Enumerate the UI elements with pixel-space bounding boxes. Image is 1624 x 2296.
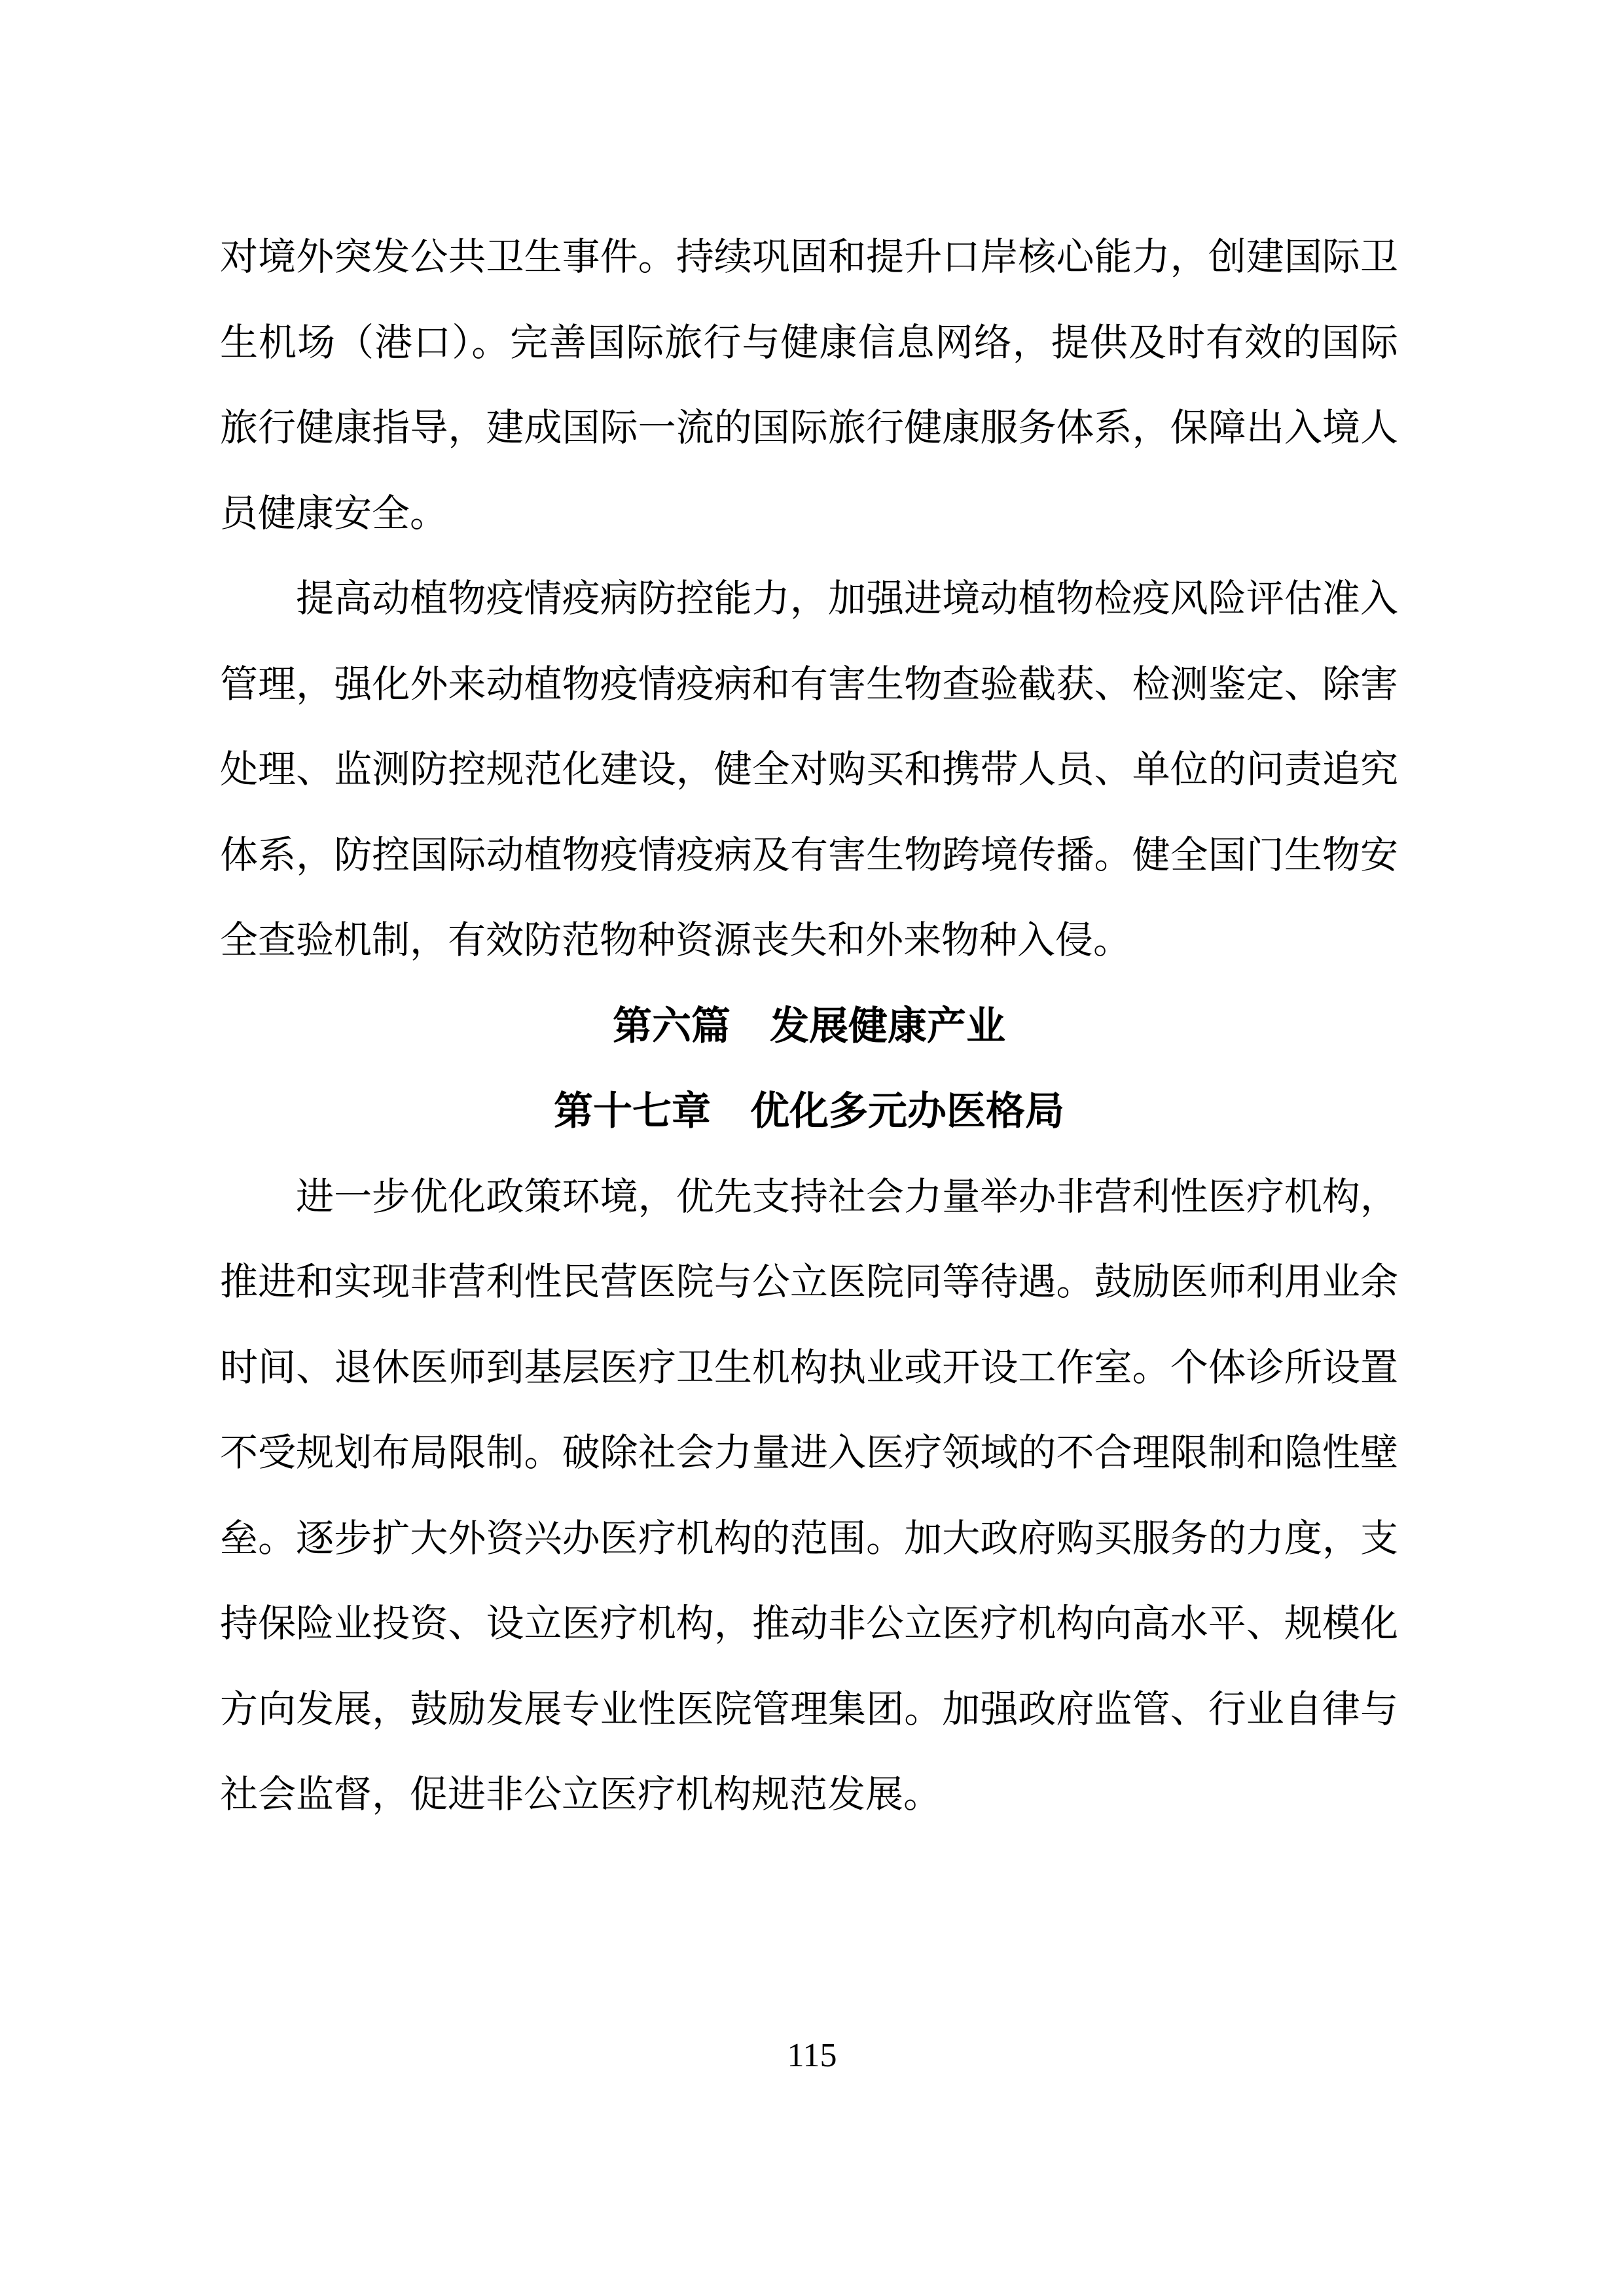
body-text-line: 提高动植物疫情疫病防控能力，加强进境动植物检疫风险评估准入 <box>296 577 1398 620</box>
part-heading: 第六篇 发展健康产业 <box>613 1004 1005 1048</box>
body-text-line: 体系，防控国际动植物疫情疫病及有害生物跨境传播。健全国门生物安 <box>220 833 1398 876</box>
page-content <box>220 215 1398 1838</box>
body-text-line: 持保险业投资、设立医疗机构，推动非公立医疗机构向高水平、规模化 <box>220 1602 1398 1645</box>
text-lines <box>220 215 1398 1838</box>
chapter-heading: 第十七章 优化多元办医格局 <box>554 1090 1064 1133</box>
body-text-line: 进一步优化政策环境，优先支持社会力量举办非营利性医疗机构， <box>296 1175 1398 1218</box>
body-text-line: 推进和实现非营利性民营医院与公立医院同等待遇。鼓励医师利用业余 <box>220 1261 1398 1303</box>
body-text-line: 员健康安全。 <box>220 492 448 535</box>
body-text-line: 对境外突发公共卫生事件。持续巩固和提升口岸核心能力，创建国际卫 <box>220 236 1398 278</box>
body-text-line: 不受规划布局限制。破除社会力量进入医疗领域的不合理限制和隐性壁 <box>220 1431 1398 1474</box>
body-text-line: 生机场（港口）。完善国际旅行与健康信息网络，提供及时有效的国际 <box>220 321 1398 364</box>
page-number: 115 <box>787 2037 837 2074</box>
body-text-line: 方向发展，鼓励发展专业性医院管理集团。加强政府监管、行业自律与 <box>220 1687 1398 1731</box>
body-text-line: 时间、退休医师到基层医疗卫生机构执业或开设工作室。个体诊所设置 <box>220 1346 1398 1389</box>
body-text-line: 全查验机制，有效防范物种资源丧失和外来物种入侵。 <box>220 919 1132 961</box>
body-text-line: 社会监督，促进非公立医疗机构规范发展。 <box>220 1773 942 1816</box>
body-text-line: 处理、监测防控规范化建设，健全对购买和携带人员、单位的问责追究 <box>220 748 1398 791</box>
body-text-line: 旅行健康指导，建成国际一流的国际旅行健康服务体系，保障出入境人 <box>220 406 1398 449</box>
page-footer <box>0 2037 1624 2074</box>
body-text-line: 管理，强化外来动植物疫情疫病和有害生物查验截获、检测鉴定、除害 <box>220 662 1398 706</box>
body-text-line: 垒。逐步扩大外资兴办医疗机构的范围。加大政府购买服务的力度，支 <box>220 1516 1398 1560</box>
